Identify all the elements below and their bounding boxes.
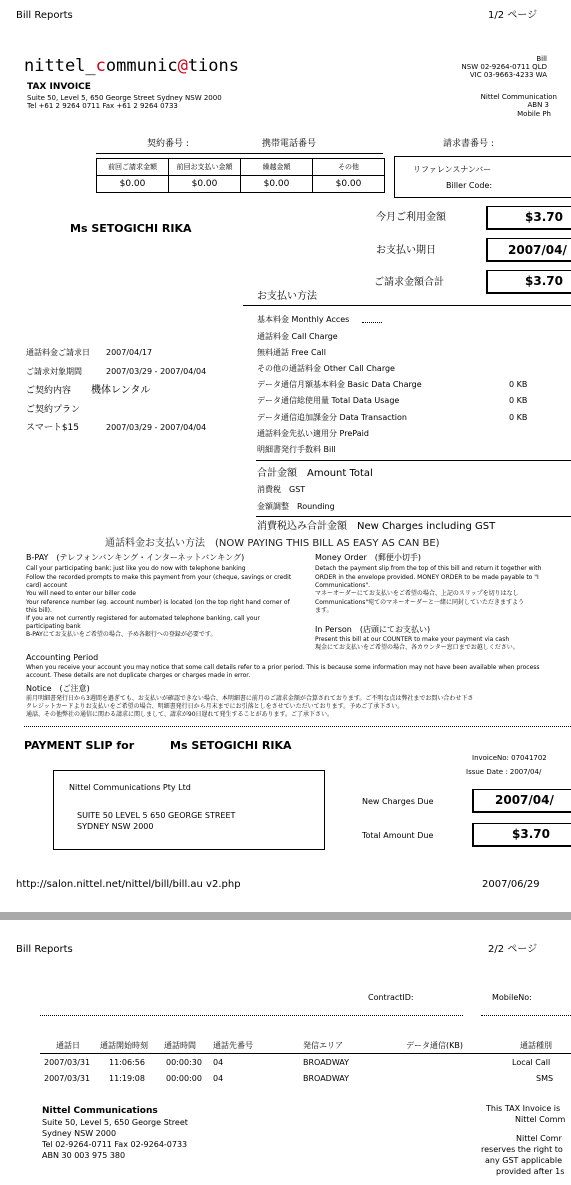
mobile-no-label: 携帯電話番号 xyxy=(262,139,317,149)
slip-address-box xyxy=(53,770,325,850)
company-address-line: Sydney NSW 2000 xyxy=(42,1129,117,1138)
page-number: 2/2 ページ xyxy=(488,944,538,955)
report-title: Bill Reports xyxy=(16,944,73,955)
summary-value: $0.00 xyxy=(241,176,313,193)
amount-total-label: 合計金額 Amount Total xyxy=(257,468,373,479)
new-charges-label: 消費税込み合計金額 New Charges including GST xyxy=(257,521,496,532)
column-header: 発信エリア xyxy=(303,1041,343,1050)
charge-value: 0 KB xyxy=(509,380,528,389)
summary-value: $0.00 xyxy=(169,176,241,193)
right-header-line: Bill xyxy=(536,55,547,63)
new-charges-due-value: 2007/04/ xyxy=(495,793,554,807)
tax-note-line: reserves the right to xyxy=(481,1145,563,1154)
footer-date: 2007/06/29 xyxy=(482,879,540,890)
column-header: データ通信(KB) xyxy=(406,1041,463,1050)
billing-period-value: 2007/03/29 - 2007/04/04 xyxy=(106,367,207,376)
new-charges-due-label: New Charges Due xyxy=(362,797,434,806)
customer-name: Ms SETOGICHI RIKA xyxy=(70,222,192,235)
plan-period: 2007/03/29 - 2007/04/04 xyxy=(106,423,207,432)
monthly-charge-label: 今月ご利用金額 xyxy=(376,212,446,223)
tax-note-line: Nittel Comr xyxy=(516,1134,562,1143)
charge-label: データ通信月額基本料金 Basic Data Charge xyxy=(257,380,422,389)
page-number: 1/2 ページ xyxy=(488,10,538,21)
summary-header: 繰越金額 xyxy=(241,159,313,176)
reference-number-label: リファレンスナンバー xyxy=(413,165,492,174)
slip-invoice-no: InvoiceNo: 07041702 xyxy=(472,754,547,762)
money-order-title: Money Order (郵便小切手) xyxy=(315,553,422,562)
summary-value: $0.00 xyxy=(313,176,385,193)
summary-value: $0.00 xyxy=(97,176,169,193)
gst-label: 消費税 GST xyxy=(257,485,306,494)
column-header: 通話開始時刻 xyxy=(100,1041,148,1050)
slip-address-line: SYDNEY NSW 2000 xyxy=(77,822,154,831)
total-billed-label: ご請求金額合計 xyxy=(374,277,444,288)
charge-label: 明細書発行手数料 Bill xyxy=(257,445,336,454)
plan-name: スマート$15 xyxy=(26,423,79,433)
charge-label: 無料通話 Free Call xyxy=(257,348,326,357)
accounting-title: Accounting Period xyxy=(26,653,99,662)
total-amount-due-value: $3.70 xyxy=(512,827,550,841)
company-address: Suite 50, Level 5, 650 George Street Sydney NSW 2000 xyxy=(27,94,222,102)
payment-slip-title: PAYMENT SLIP for xyxy=(24,739,135,752)
tax-note-line: any GST applicable xyxy=(485,1156,562,1165)
notice-line: 前月明細書発行日から3週間を過ぎても、お支払いが確認できない場合、本明細書に前月のご請求金額が合算されております。ご不明な点は弊社までお問い合わせ下さ xyxy=(26,695,474,702)
charge-label: 基本料金 Monthly Acces xyxy=(257,315,350,324)
notice-title: Notice (ご注意) xyxy=(26,684,90,693)
reference-box xyxy=(394,156,571,198)
notice-line: クレジットカードよりお支払いをご希望の場合、明細書発行日から月末までにお引落としをさせていただいております。予めご了承下さい。 xyxy=(26,703,404,710)
total-amount-due-label: Total Amount Due xyxy=(362,831,434,840)
right-header-line: ABN 3 xyxy=(527,101,549,109)
mobile-no-label: MobileNo: xyxy=(492,993,532,1002)
notice-line: 通話、その他弊社の通信に関わる請求に関しまして、請求が90日遅れて発生することがあります。ご了承下さい。 xyxy=(26,711,334,718)
report-title: Bill Reports xyxy=(16,10,73,21)
bill-date-label: 通話料金ご請求日 xyxy=(26,348,90,357)
bpay-title: B-PAY (テレフォンバンキング・インターネットバンキング) xyxy=(26,553,245,562)
contract-no-label: 契約番号 : xyxy=(147,139,189,149)
charge-label: データ通信総使用量 Total Data Usage xyxy=(257,396,400,405)
company-address-line: Tel 02-9264-0711 Fax 02-9264-0733 xyxy=(42,1140,188,1149)
page-separator xyxy=(0,912,571,920)
tax-note-line: Nittel Comm xyxy=(515,1115,566,1124)
billing-period-label: ご請求対象期間 xyxy=(26,367,82,376)
invoice-no-label: 請求書番号 : xyxy=(443,139,494,149)
due-date-value: 2007/04/ xyxy=(508,243,567,257)
total-billed-value: $3.70 xyxy=(525,274,563,288)
charge-label: 通話料金先払い適用分 PrePaid xyxy=(257,429,369,438)
charge-label: データ通信追加課金分 Data Transaction xyxy=(257,413,407,422)
company-logo: nittel_communic@tions xyxy=(24,56,239,76)
column-header: 通話日 xyxy=(56,1041,80,1050)
payment-slip-name: Ms SETOGICHI RIKA xyxy=(170,739,292,752)
summary-header: 前回お支払い金額 xyxy=(169,159,241,176)
summary-header: その他 xyxy=(313,159,385,176)
column-header: 通話時間 xyxy=(164,1041,196,1050)
in-person-line: 現金にてお支払いをご希望の場合、各カウンター窓口までお越しください。 xyxy=(315,644,519,651)
biller-code-label: Biller Code: xyxy=(446,181,493,190)
in-person-title: In Person (店頭にてお支払い) xyxy=(315,625,431,634)
contract-type-label: ご契約内容 xyxy=(26,386,72,396)
company-address-line: Suite 50, Level 5, 650 George Street xyxy=(42,1118,188,1127)
bill-date-value: 2007/04/17 xyxy=(106,348,153,357)
rounding-label: 金額調整 Rounding xyxy=(257,502,335,511)
footer-url[interactable]: http://salon.nittel.net/nittel/bill/bill.au v2.php xyxy=(16,879,241,890)
charge-value: 0 KB xyxy=(509,396,528,405)
slip-company: Nittel Communications Pty Ltd xyxy=(69,783,191,792)
contract-id-label: ContractID: xyxy=(368,993,414,1002)
monthly-charge-value: $3.70 xyxy=(525,210,563,224)
company-phone: Tel +61 2 9264 0711 Fax +61 2 9264 0733 xyxy=(27,102,178,110)
right-header-line: VIC 03-9663-4233 WA xyxy=(469,71,547,79)
charge-label: その他の通話料金 Other Call Charge xyxy=(257,364,395,373)
accounting-line: account. These details are not duplicate charges or charges made in error. xyxy=(26,672,251,679)
slip-address-line: SUITE 50 LEVEL 5 650 GEORGE STREET xyxy=(77,811,236,820)
right-header-line: Mobile Ph xyxy=(517,110,551,118)
summary-header: 前回ご請求金額 xyxy=(97,159,169,176)
right-header-line: Nittel Communication xyxy=(480,93,557,101)
tax-invoice-label: TAX INVOICE xyxy=(27,82,91,92)
in-person-line: Present this bill at our COUNTER to make your payment via cash xyxy=(315,636,510,643)
tax-note-line: provided after 1s xyxy=(496,1167,565,1176)
company-name: Nittel Communications xyxy=(42,1106,158,1116)
right-header-line: NSW 02-9264-0711 QLD xyxy=(461,63,547,71)
column-header: 通話種別 xyxy=(520,1041,552,1050)
pay-methods-title: 通話料金お支払い方法 (NOW PAYING THIS BILL AS EASY AS CAN BE) xyxy=(105,538,440,549)
column-header: 通話先番号 xyxy=(213,1041,253,1050)
company-address-line: ABN 30 003 975 380 xyxy=(42,1151,126,1160)
payment-method-title: お支払い方法 xyxy=(257,291,317,302)
slip-issue-date: Issue Date : 2007/04/ xyxy=(466,768,542,776)
charge-label: 通話料金 Call Charge xyxy=(257,332,338,341)
tax-note-line: This TAX Invoice is xyxy=(486,1104,561,1113)
contract-type-value: 機体レンタル xyxy=(91,385,151,396)
summary-table xyxy=(96,158,385,193)
charge-value: 0 KB xyxy=(509,413,528,422)
contract-plan-label: ご契約プラン xyxy=(26,405,81,415)
accounting-line: When you receive your account you may notice that some call details refer to a prior period. This is because some information may not have been available when process xyxy=(26,664,540,671)
due-date-label: お支払い期日 xyxy=(376,245,436,256)
